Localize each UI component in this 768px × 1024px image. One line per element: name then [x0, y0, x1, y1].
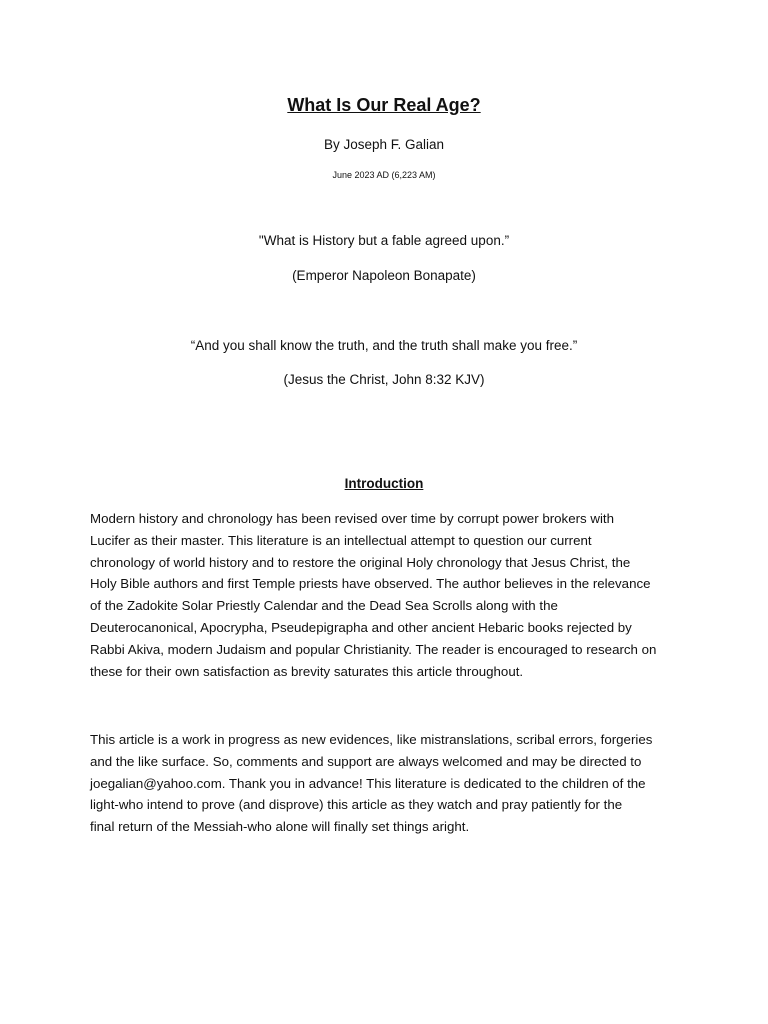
paragraph-line: of the Zadokite Solar Priestly Calendar and the Dead Sea Scrolls along with the [90, 598, 558, 614]
intro-paragraph-1 [90, 508, 680, 682]
paragraph-line: Lucifer as their master. This literature is an intellectual attempt to question our current [90, 532, 592, 548]
paragraph-line: and the like surface. So, comments and support are always welcomed and may be directed to [90, 753, 642, 769]
paragraph-line: chronology of world history and to restore the original Holy chronology that Jesus Christ, the [90, 554, 631, 570]
section-heading-introduction: Introduction [344, 476, 424, 491]
document-title: What Is Our Real Age? [287, 95, 481, 115]
paragraph-line: Deuterocanonical, Apocrypha, Pseudepigrapha and other ancient Hebaric books rejected by [90, 619, 632, 635]
paragraph-line: This article is a work in progress as new evidences, like mistranslations, scribal errors, forgeries [90, 732, 653, 747]
intro-paragraph-2 [90, 729, 680, 838]
paragraph-line: Rabbi Akiva, modern Judaism and popular Christianity. The reader is encouraged to research on [90, 641, 657, 657]
paragraph-line: light-who intend to prove (and disprove) this article as they watch and pray patiently for the [90, 797, 623, 813]
paragraph-line: these for their own satisfaction as brevity saturates this article throughout. [90, 663, 524, 679]
quote-john-attribution: (Jesus the Christ, John 8:32 KJV) [283, 372, 485, 387]
quote-john: “And you shall know the truth, and the truth shall make you free.” [190, 338, 578, 353]
quote-napoleon: "What is History but a fable agreed upon.” [258, 233, 510, 248]
paragraph-line: Modern history and chronology has been revised over time by corrupt power brokers with [90, 511, 615, 526]
paragraph-line: Holy Bible authors and first Temple priests have observed. The author believes in the relevance [90, 576, 651, 592]
paragraph-line: joegalian@yahoo.com. Thank you in advance! This literature is dedicated to the children of the [90, 775, 646, 791]
quote-napoleon-attribution: (Emperor Napoleon Bonapate) [292, 268, 476, 283]
paragraph-line: final return of the Messiah-who alone will finally set things aright. [90, 819, 470, 835]
author-byline: By Joseph F. Galian [323, 137, 445, 152]
publication-date: June 2023 AD (6,223 AM) [332, 170, 436, 180]
